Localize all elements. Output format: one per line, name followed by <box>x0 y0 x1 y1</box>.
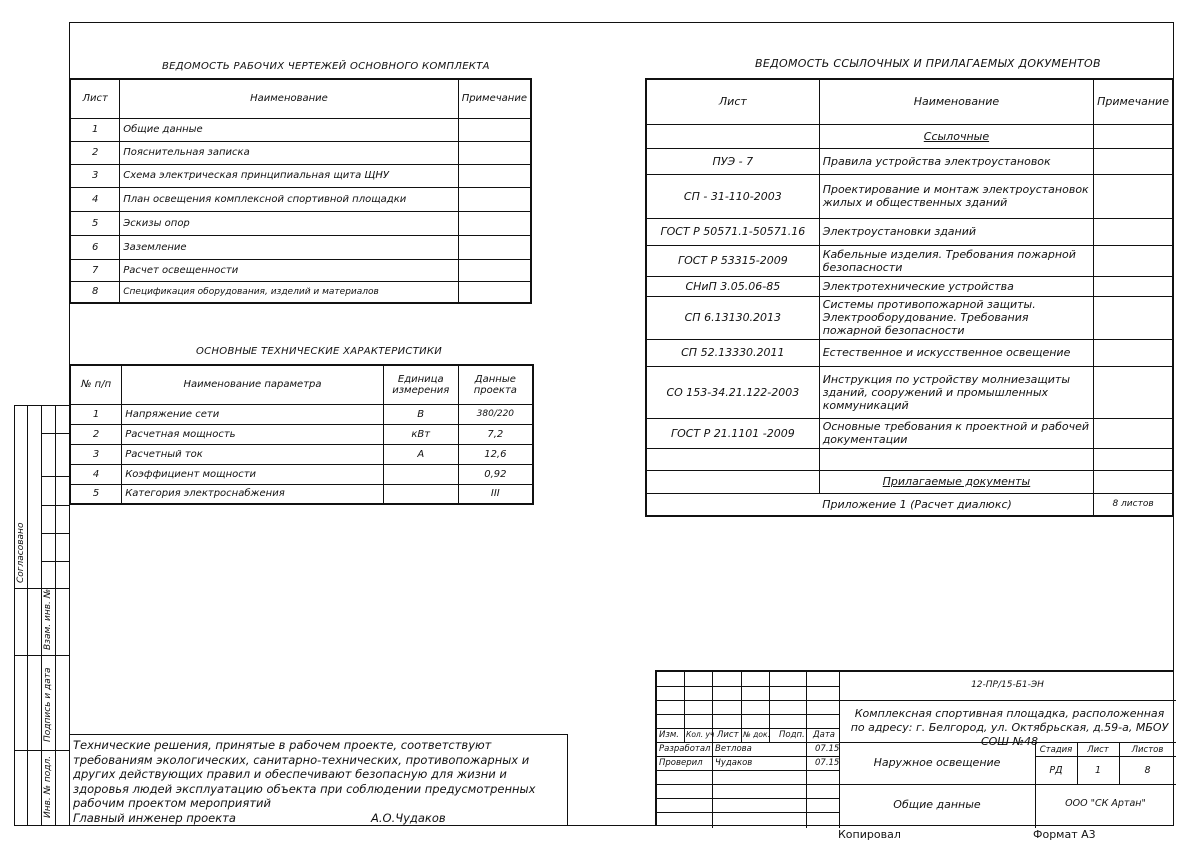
format-label: Формат А3 <box>1033 828 1096 841</box>
table-row-name: Общие данные <box>120 118 458 141</box>
table-row-note <box>458 211 531 235</box>
spec-unit: кВт <box>383 424 458 444</box>
copied-label: Копировал <box>838 828 901 841</box>
ref-note <box>1094 418 1173 448</box>
checked-date: 07.15 <box>815 758 840 768</box>
ref-note <box>1094 276 1173 296</box>
agreed-label: Согласовано <box>16 522 26 583</box>
spec-value: 380/220 <box>458 404 533 424</box>
col-header-name: Наименование <box>819 79 1093 124</box>
sheets-value: 8 <box>1144 765 1151 776</box>
note-text <box>73 738 563 825</box>
ref-code: СП - 31-110-2003 <box>646 174 819 218</box>
spec-index: 2 <box>70 424 122 444</box>
table-row-note <box>458 164 531 187</box>
ref-note <box>1094 296 1173 339</box>
inv-replace-label: Взам. инв. № <box>43 588 53 650</box>
developed-label: Разработал <box>659 744 711 754</box>
table-row-num: 6 <box>70 235 120 259</box>
stage-value: РД <box>1049 765 1063 776</box>
spec-value: 0,92 <box>458 464 533 484</box>
org-name: ООО "СК Артан" <box>1065 798 1146 809</box>
table-row-note <box>458 259 531 281</box>
spec-name: Коэффициент мощности <box>122 464 384 484</box>
spec-index: 3 <box>70 444 122 464</box>
col-header-note: Примечание <box>458 79 531 118</box>
table-row-num: 5 <box>70 211 120 235</box>
ref-note <box>1094 218 1173 245</box>
sheets-label: Листов <box>1131 745 1164 755</box>
ref-name: Инструкция по устройству молниезащиты зданий, сооружений и промышленных коммуникаций <box>819 366 1093 418</box>
ref-name: Системы противопожарной защиты. Электрооборудование. Требования пожарной безопасности <box>819 296 1093 339</box>
col-header-sheet: Лист <box>70 79 120 118</box>
table-row-name: Заземление <box>120 235 458 259</box>
drawings-list-table <box>69 78 532 304</box>
col-sign: Подп. <box>779 730 805 740</box>
spec-index: 1 <box>70 404 122 424</box>
spec-value: 12,6 <box>458 444 533 464</box>
col-header-param: Наименование параметра <box>122 365 384 404</box>
ref-note <box>1094 339 1173 366</box>
sign-date-label: Подпись и дата <box>43 667 53 742</box>
ref-note <box>1094 366 1173 418</box>
col-list: Лист <box>717 730 739 740</box>
section-ref-label: Ссылочные <box>819 124 1093 148</box>
spec-index: 5 <box>70 484 122 504</box>
ref-docs-title: ВЕДОМОСТЬ ССЫЛОЧНЫХ И ПРИЛАГАЕМЫХ ДОКУМЕНТОВ <box>755 57 1101 70</box>
ref-code: СП 52.13330.2011 <box>646 339 819 366</box>
table-row-note <box>458 187 531 211</box>
table-row-note <box>458 141 531 164</box>
sheet-label: Лист <box>1087 745 1109 755</box>
ref-code: СО 153-34.21.122-2003 <box>646 366 819 418</box>
col-izm: Изм. <box>659 730 679 740</box>
drawings-list-title: ВЕДОМОСТЬ РАБОЧИХ ЧЕРТЕЖЕЙ ОСНОВНОГО КОМПЛЕКТА <box>162 61 490 72</box>
ref-code: ПУЭ - 7 <box>646 148 819 174</box>
ref-code: СНиП 3.05.06-85 <box>646 276 819 296</box>
checked-label: Проверил <box>659 758 703 768</box>
attachment-note: 8 листов <box>1094 493 1173 516</box>
table-row-name: План освещения комплексной спортивной площадки <box>120 187 458 211</box>
ref-note <box>1094 245 1173 276</box>
side-stamp-strip <box>14 405 69 826</box>
spec-value: III <box>458 484 533 504</box>
attachment-name: Приложение 1 (Расчет диалюкс) <box>819 493 1093 516</box>
ref-name: Основные требования к проектной и рабочей документации <box>819 418 1093 448</box>
col-header-value: Данные проекта <box>458 365 533 404</box>
ref-code: ГОСТ Р 50571.1-50571.16 <box>646 218 819 245</box>
spec-name: Расчетный ток <box>122 444 384 464</box>
spec-name: Категория электроснабжения <box>122 484 384 504</box>
title-block <box>655 670 1174 826</box>
col-date: Дата <box>813 730 836 740</box>
checked-name: Чудаков <box>715 758 753 768</box>
sheet-value: 1 <box>1094 765 1102 776</box>
col-header-sheet: Лист <box>646 79 819 124</box>
table-row-name: Пояснительная записка <box>120 141 458 164</box>
spec-value: 7,2 <box>458 424 533 444</box>
ref-note <box>1094 174 1173 218</box>
table-row-num: 3 <box>70 164 120 187</box>
spec-name: Напряжение сети <box>122 404 384 424</box>
spec-unit <box>383 464 458 484</box>
spec-unit: А <box>383 444 458 464</box>
section-name: Наружное освещение <box>873 756 1001 769</box>
table-row-num: 4 <box>70 187 120 211</box>
chief-label: Главный инженер проекта <box>73 810 236 825</box>
table-row-note <box>458 118 531 141</box>
table-row-num: 2 <box>70 141 120 164</box>
table-row-name: Расчет освещенности <box>120 259 458 281</box>
col-header-index: № п/п <box>70 365 122 404</box>
ref-name: Правила устройства электроустановок <box>819 148 1093 174</box>
col-doc: № док. <box>743 730 770 739</box>
stage-label: Стадия <box>1039 745 1073 755</box>
table-row-note <box>458 235 531 259</box>
table-row-num: 8 <box>70 281 120 303</box>
ref-name: Проектирование и монтаж электроустановок жилых и общественных зданий <box>819 174 1093 218</box>
spec-name: Расчетная мощность <box>122 424 384 444</box>
ref-name: Кабельные изделия. Требования пожарной безопасности <box>819 245 1093 276</box>
table-row-num: 1 <box>70 118 120 141</box>
ref-docs-table <box>645 78 1174 517</box>
note-paragraph: Технические решения, принятые в рабочем проекте, соответствуют требованиям экологических, санитарно-технических, противопожарных и других действующих правил и обеспечивают безопасную для жизни и здоровья людей эксплуатацию объекта при соблюдении предусмотренных рабочим проектом мероприятий <box>73 738 536 810</box>
col-kol-uch: Кол. уч <box>686 730 715 739</box>
developed-date: 07.15 <box>815 744 840 754</box>
spec-unit: В <box>383 404 458 424</box>
developed-name: Ветлова <box>715 744 752 754</box>
project-title: Комплексная спортивная площадка, расположенная по адресу: г. Белгород, ул. Октябрьская, д.59-а, МБОУ СОШ №48 <box>850 707 1169 748</box>
inv-orig-label: Инв. № подл. <box>43 755 53 818</box>
section-att-label: Прилагаемые документы <box>819 470 1093 493</box>
table-row-name: Спецификация оборудования, изделий и материалов <box>120 281 458 303</box>
spec-index: 4 <box>70 464 122 484</box>
ref-code: ГОСТ Р 53315-2009 <box>646 245 819 276</box>
col-header-unit: Единица измерения <box>383 365 458 404</box>
table-row-note <box>458 281 531 303</box>
spec-unit <box>383 484 458 504</box>
ref-code: СП 6.13130.2013 <box>646 296 819 339</box>
doc-code: 12-ПР/15-Б1-ЭН <box>971 680 1044 690</box>
col-header-name: Наименование <box>120 79 458 118</box>
table-row-num: 7 <box>70 259 120 281</box>
doc-name: Общие данные <box>893 798 981 811</box>
table-row-name: Эскизы опор <box>120 211 458 235</box>
ref-name: Электротехнические устройства <box>819 276 1093 296</box>
col-header-note: Примечание <box>1094 79 1173 124</box>
ref-note <box>1094 148 1173 174</box>
tech-specs-title: ОСНОВНЫЕ ТЕХНИЧЕСКИЕ ХАРАКТЕРИСТИКИ <box>196 346 443 357</box>
ref-name: Естественное и искусственное освещение <box>819 339 1093 366</box>
table-row-name: Схема электрическая принципиальная щита ЩНУ <box>120 164 458 187</box>
ref-code: ГОСТ Р 21.1101 -2009 <box>646 418 819 448</box>
tech-specs-table <box>69 364 534 505</box>
chief-name: А.О.Чудаков <box>371 810 446 825</box>
ref-name: Электроустановки зданий <box>819 218 1093 245</box>
